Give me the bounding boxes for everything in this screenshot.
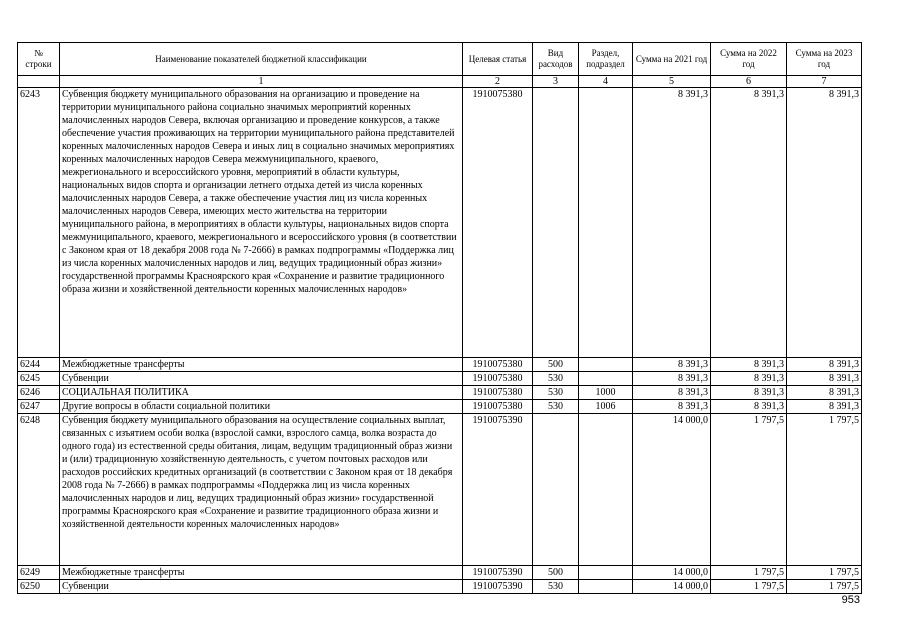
row-sum-2023: 1 797,5 <box>787 580 862 594</box>
budget-table <box>17 42 862 594</box>
row-name: Субвенции <box>60 580 463 594</box>
row-sum-2023: 8 391,3 <box>787 386 862 400</box>
row-number: 6247 <box>18 400 60 414</box>
row-name: Межбюджетные трансферты <box>60 566 463 580</box>
column-number: 3 <box>533 76 579 88</box>
row-name: Субвенция бюджету муниципального образования на организацию и проведение на территории муниципального района социально значимых мероприятий коренных малочисленных народов Севера, включая организацию и проведение конкурсов, а также обеспечение участия проживающих на территории муниципального района представителей коренных малочисленных народов Севера и иных лиц в социально значимых мероприятиях коренных малочисленных народов Севера межмуниципального, краевого, межрегионального и всероссийского уровня, мероприятий в области культуры, национальных видов спорта и организации летнего отдыха детей из числа коренных малочисленных народов Севера, а также обеспечение участия лиц из числа коренных малочисленных народов Севера, имеющих место жительства на территории муниципального района, в мероприятиях в области культуры, национальных видов спорта межмуниципального, краевого, межрегионального и всероссийского уровня (в соответствии с Законом края от 18 декабря 2008 года № 7-2666) в рамках подпрограммы «Поддержка лиц из числа коренных малочисленных народов и лиц, ведущих традиционный образ жизни» государственной программы Красноярского края «Сохранение и развитие традиционного образа жизни и хозяйственной деятельности коренных малочисленных народов» <box>60 88 463 358</box>
table-row <box>18 358 862 372</box>
row-name: Другие вопросы в области социальной политики <box>60 400 463 414</box>
row-sum-2021: 8 391,3 <box>633 88 711 358</box>
row-target: 1910075380 <box>463 358 533 372</box>
row-section <box>579 414 633 566</box>
row-sum-2021: 14 000,0 <box>633 414 711 566</box>
table-row <box>18 88 862 358</box>
row-sum-2022: 8 391,3 <box>711 400 787 414</box>
row-sum-2021: 8 391,3 <box>633 400 711 414</box>
column-number <box>18 76 60 88</box>
column-number: 4 <box>579 76 633 88</box>
col-header-sum-2022: Сумма на 2022 год <box>711 43 787 76</box>
row-sum-2022: 1 797,5 <box>711 566 787 580</box>
row-sum-2021: 14 000,0 <box>633 566 711 580</box>
row-sum-2022: 8 391,3 <box>711 358 787 372</box>
col-header-target: Целевая статья <box>463 43 533 76</box>
col-header-sum-2023: Сумма на 2023 год <box>787 43 862 76</box>
row-kind: 500 <box>533 566 579 580</box>
row-sum-2022: 1 797,5 <box>711 414 787 566</box>
row-sum-2023: 1 797,5 <box>787 566 862 580</box>
row-section <box>579 566 633 580</box>
row-sum-2023: 8 391,3 <box>787 88 862 358</box>
row-number: 6243 <box>18 88 60 358</box>
row-sum-2022: 1 797,5 <box>711 580 787 594</box>
col-header-row-no: № строки <box>18 43 60 76</box>
row-sum-2022: 8 391,3 <box>711 88 787 358</box>
row-kind: 530 <box>533 372 579 386</box>
column-number: 1 <box>60 76 463 88</box>
row-kind <box>533 414 579 566</box>
row-kind: 500 <box>533 358 579 372</box>
row-sum-2023: 8 391,3 <box>787 372 862 386</box>
row-target: 1910075380 <box>463 400 533 414</box>
row-number: 6250 <box>18 580 60 594</box>
row-target: 1910075390 <box>463 566 533 580</box>
row-target: 1910075380 <box>463 372 533 386</box>
row-section <box>579 358 633 372</box>
column-number: 2 <box>463 76 533 88</box>
row-section <box>579 580 633 594</box>
row-sum-2021: 14 000,0 <box>633 580 711 594</box>
row-name: Субвенции <box>60 372 463 386</box>
table-row <box>18 400 862 414</box>
col-header-name: Наименование показателей бюджетной классификации <box>60 43 463 76</box>
table-row <box>18 566 862 580</box>
table-row <box>18 372 862 386</box>
row-sum-2021: 8 391,3 <box>633 386 711 400</box>
row-section: 1000 <box>579 386 633 400</box>
row-target: 1910075390 <box>463 414 533 566</box>
col-header-sum-2021: Сумма на 2021 год <box>633 43 711 76</box>
budget-sheet <box>17 42 861 594</box>
row-number: 6245 <box>18 372 60 386</box>
column-number: 6 <box>711 76 787 88</box>
column-number: 5 <box>633 76 711 88</box>
header-row <box>18 43 862 76</box>
row-sum-2021: 8 391,3 <box>633 358 711 372</box>
row-name: Субвенция бюджету муниципального образования на осуществление социальных выплат, связанных с изъятием особи волка (взрослой самки, взрослого самца, волка возраста до одного года) из естественной среды обитания, лицам, ведущим традиционный образ жизни и (или) традиционную хозяйственную деятельность, с учетом почтовых расходов или расходов российских кредитных организаций (в соответствии с Законом края от 18 декабря 2008 года № 7-2666) в рамках подпрограммы «Поддержка лиц из числа коренных малочисленных народов и лиц, ведущих традиционный образ жизни» государственной программы Красноярского края «Сохранение и развитие традиционного образа жизни и хозяйственной деятельности коренных малочисленных народов» <box>60 414 463 566</box>
row-kind: 530 <box>533 400 579 414</box>
page-number: 953 <box>841 594 860 606</box>
row-name: Межбюджетные трансферты <box>60 358 463 372</box>
row-kind <box>533 88 579 358</box>
row-sum-2023: 8 391,3 <box>787 400 862 414</box>
row-kind: 530 <box>533 580 579 594</box>
row-target: 1910075390 <box>463 580 533 594</box>
row-number: 6249 <box>18 566 60 580</box>
row-section <box>579 372 633 386</box>
column-number: 7 <box>787 76 862 88</box>
table-row <box>18 386 862 400</box>
column-number-row <box>18 76 862 88</box>
row-number: 6246 <box>18 386 60 400</box>
row-sum-2021: 8 391,3 <box>633 372 711 386</box>
row-number: 6244 <box>18 358 60 372</box>
row-kind: 530 <box>533 386 579 400</box>
row-section: 1006 <box>579 400 633 414</box>
row-sum-2023: 8 391,3 <box>787 358 862 372</box>
row-number: 6248 <box>18 414 60 566</box>
row-section <box>579 88 633 358</box>
row-sum-2022: 8 391,3 <box>711 372 787 386</box>
row-sum-2022: 8 391,3 <box>711 386 787 400</box>
table-row <box>18 414 862 566</box>
col-header-section: Раздел, подраздел <box>579 43 633 76</box>
row-name: СОЦИАЛЬНАЯ ПОЛИТИКА <box>60 386 463 400</box>
row-sum-2023: 1 797,5 <box>787 414 862 566</box>
table-row <box>18 580 862 594</box>
row-target: 1910075380 <box>463 386 533 400</box>
col-header-kind: Вид расходов <box>533 43 579 76</box>
row-target: 1910075380 <box>463 88 533 358</box>
